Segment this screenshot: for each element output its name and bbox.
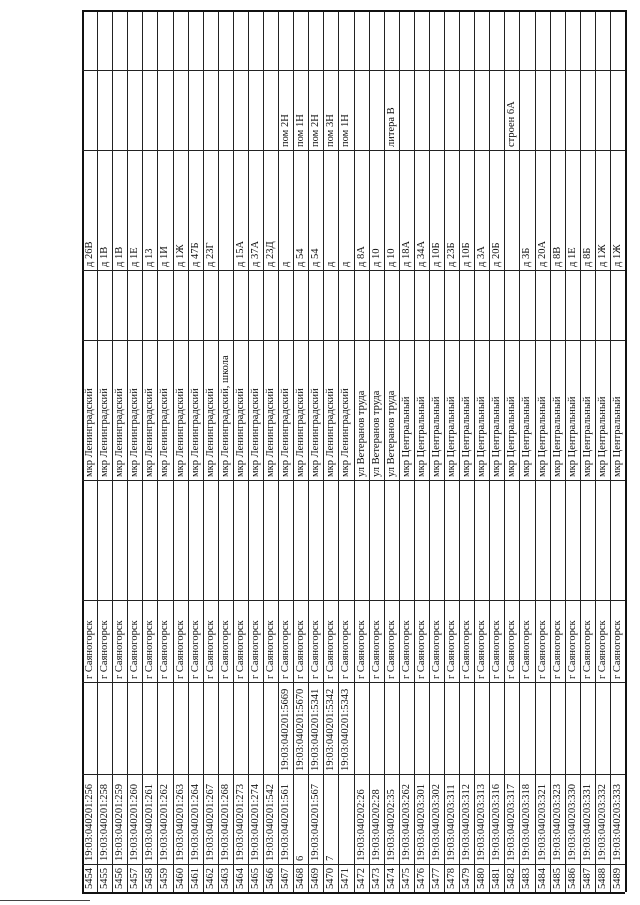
cell-street: мкр Центральный [596, 396, 608, 477]
cell-house: д 1Е [129, 247, 141, 267]
cell-street: мкр Центральный [430, 396, 442, 477]
cell-street: мкр Ленинградский [129, 388, 141, 477]
cell-city: г Саяногорск [430, 620, 442, 679]
cell-num: 5476 [415, 868, 427, 889]
cell-code: 19:03:040201:259 [114, 783, 126, 861]
cell-code: 19:03:040201:274 [249, 783, 261, 861]
cell-city: г Саяногорск [415, 620, 427, 679]
cell-code: 19:03:040201:267 [204, 783, 216, 861]
row-separator [625, 10, 627, 892]
cell-num: 5482 [506, 868, 518, 889]
cell-code: 19:03:040203:333 [611, 783, 623, 861]
cell-house: д [340, 261, 352, 267]
cell-code: 19:03:040201:262 [159, 783, 171, 861]
cell-city: г Саяногорск [370, 620, 382, 679]
cell-house: д 10 [385, 248, 397, 267]
cell-city: г Саяногорск [99, 620, 111, 679]
cell-street: мкр Ленинградский [144, 388, 156, 477]
cell-num: 5477 [430, 868, 442, 889]
cell-extra: 19:03:040201:5670 [295, 688, 307, 771]
cell-street: мкр Ленинградский [325, 388, 337, 477]
cell-num: 5458 [144, 868, 156, 889]
cell-city: г Саяногорск [446, 620, 457, 679]
cell-num: 5483 [521, 868, 533, 889]
cell-street: мкр Ленинградский, школа [219, 355, 231, 477]
cell-house: д 18А [400, 240, 412, 267]
column-separator [82, 70, 625, 71]
cell-code: 19:03:040203:313 [476, 783, 488, 861]
cell-city: г Саяногорск [265, 620, 276, 679]
cell-note: литера В [385, 107, 397, 147]
cell-code: 19:03:040201:261 [144, 783, 156, 861]
cell-street: мкр Ленинградский [249, 388, 261, 477]
cell-code: 19:03:040203:316 [491, 783, 503, 861]
cell-note: пом 3Н [325, 114, 337, 147]
column-separator [82, 10, 625, 12]
cell-city: г Саяногорск [249, 620, 261, 679]
cell-house: д 13 [144, 248, 156, 267]
cell-house: д 3Б [521, 247, 533, 267]
cell-code: 19:03:040202:28 [370, 789, 382, 861]
cell-house: д 1Е [566, 247, 578, 267]
cell-city: г Саяногорск [385, 620, 397, 679]
cell-num: 5457 [129, 868, 141, 889]
cell-house: д [280, 261, 292, 267]
row-separator [550, 10, 551, 892]
cell-code: 19:03:040201:567 [310, 783, 322, 861]
cell-house: д 54 [295, 248, 307, 267]
cell-code: 19:03:040202:35 [385, 789, 397, 861]
row-separator [173, 10, 174, 892]
cell-city: г Саяногорск [144, 620, 156, 679]
row-separator [293, 10, 294, 892]
cell-city: г Саяногорск [295, 620, 307, 679]
cell-note: пом 1Н [295, 114, 307, 147]
cell-num: 5454 [84, 868, 95, 889]
row-separator [218, 10, 219, 892]
cell-code: 19:03:040203:311 [446, 784, 457, 861]
row-separator [474, 10, 475, 892]
cell-num: 5479 [461, 868, 473, 889]
cell-street: мкр Ленинградский [280, 388, 292, 477]
row-separator [384, 10, 385, 892]
cell-code: 19:03:040201:263 [174, 783, 186, 861]
column-separator [82, 774, 625, 775]
cell-city: г Саяногорск [129, 620, 141, 679]
cell-house: д 47Б [189, 242, 201, 267]
cell-num: 5467 [280, 868, 292, 889]
cell-extra: 19:03:040201:5341 [310, 688, 322, 771]
cell-house: д 1Ж [611, 244, 623, 267]
cell-code: 19:03:040201:542 [265, 783, 276, 861]
cell-street: мкр Центральный [461, 396, 473, 477]
column-separator [82, 600, 625, 601]
cell-num: 5474 [385, 868, 397, 889]
cell-house: д 23Д [265, 241, 276, 267]
cell-code: 19:03:040203:302 [430, 783, 442, 861]
cell-city: г Саяногорск [566, 620, 578, 679]
cell-house: д 23Г [204, 242, 216, 267]
cell-city: г Саяногорск [355, 620, 367, 679]
cell-city: г Саяногорск [234, 620, 246, 679]
cell-code: 19:03:040203:312 [461, 783, 473, 861]
cell-street: мкр Ленинградский [189, 388, 201, 477]
cell-house: д 20Б [491, 242, 503, 267]
cell-house: д 8В [551, 246, 563, 267]
cell-code: 6 [295, 855, 307, 861]
cell-num: 5478 [446, 868, 457, 889]
cell-code: 19:03:040203:330 [566, 783, 578, 861]
cell-city: г Саяногорск [189, 620, 201, 679]
cell-street: ул Ветеранов труда [370, 390, 382, 477]
cell-street: мкр Ленинградский [99, 388, 111, 477]
column-separator [82, 892, 625, 894]
cell-street: мкр Центральный [566, 396, 578, 477]
cell-code: 19:03:040203:321 [536, 783, 548, 861]
cell-num: 5480 [476, 868, 488, 889]
cell-num: 5463 [219, 868, 231, 889]
cell-num: 5485 [551, 868, 563, 889]
row-separator [429, 10, 430, 892]
cell-code: 19:03:040201:273 [234, 783, 246, 861]
row-separator [444, 10, 445, 892]
row-separator [203, 10, 204, 892]
cell-num: 5464 [234, 868, 246, 889]
column-separator [82, 864, 625, 865]
cell-extra: 19:03:040201:5669 [280, 688, 292, 771]
cell-city: г Саяногорск [611, 620, 623, 679]
cell-code: 19:03:040203:317 [506, 783, 518, 861]
row-separator [610, 10, 611, 892]
cell-city: г Саяногорск [84, 620, 95, 679]
cell-num: 5459 [159, 868, 171, 889]
cell-code: 19:03:040201:264 [189, 783, 201, 861]
footer-rule [0, 900, 90, 901]
cell-extra: 19:03:040201:5343 [340, 688, 352, 771]
cell-street: ул Ветеранов труда [355, 390, 367, 477]
cell-note: пом 2Н [280, 114, 292, 147]
cell-num: 5472 [355, 868, 367, 889]
column-separator [82, 150, 625, 151]
column-separator [82, 270, 625, 271]
cell-street: мкр Центральный [491, 396, 503, 477]
row-separator [565, 10, 566, 892]
cell-num: 5455 [99, 868, 111, 889]
cell-street: мкр Ленинградский [295, 388, 307, 477]
cell-house: д 23Б [446, 242, 457, 267]
cell-num: 5468 [295, 868, 307, 889]
row-separator [399, 10, 400, 892]
cell-num: 5465 [249, 868, 261, 889]
row-separator [278, 10, 279, 892]
cell-house: д 20А [536, 240, 548, 267]
cell-house: д 1В [99, 246, 111, 267]
cell-house: д 1Ж [174, 244, 186, 267]
cell-street: мкр Ленинградский [84, 388, 95, 477]
cell-house: д 54 [310, 248, 322, 267]
cell-house: д 37А [249, 240, 261, 267]
cell-num: 5469 [310, 868, 322, 889]
cell-num: 5456 [114, 868, 126, 889]
column-separator [82, 480, 625, 481]
cell-city: г Саяногорск [159, 620, 171, 679]
cell-code: 19:03:040203:318 [521, 783, 533, 861]
cell-street: мкр Центральный [446, 396, 457, 477]
cell-code: 19:03:040203:323 [551, 783, 563, 861]
cell-note: пом 2Н [310, 114, 322, 147]
cell-street: мкр Ленинградский [310, 388, 322, 477]
cell-street: мкр Центральный [611, 396, 623, 477]
cell-num: 5471 [340, 868, 352, 889]
cell-city: г Саяногорск [491, 620, 503, 679]
cell-city: г Саяногорск [310, 620, 322, 679]
cell-code: 19:03:040201:561 [280, 783, 292, 861]
cell-code: 19:03:040201:260 [129, 783, 141, 861]
cell-num: 5484 [536, 868, 548, 889]
cell-city: г Саяногорск [400, 620, 412, 679]
cell-city: г Саяногорск [536, 620, 548, 679]
row-separator [248, 10, 249, 892]
column-separator [82, 340, 625, 341]
column-separator [82, 682, 625, 683]
cell-house: д [325, 261, 337, 267]
row-separator [263, 10, 264, 892]
cell-street: мкр Центральный [400, 396, 412, 477]
cell-city: г Саяногорск [219, 620, 231, 679]
cell-street: мкр Центральный [415, 396, 427, 477]
cell-house: д 26В [84, 241, 95, 267]
cell-num: 5462 [204, 868, 216, 889]
cell-house: д 1В [114, 246, 126, 267]
cell-house: д 1Ж [596, 244, 608, 267]
cell-num: 5487 [581, 868, 593, 889]
row-separator [535, 10, 536, 892]
cell-house: д 10Б [430, 242, 442, 267]
row-separator [459, 10, 460, 892]
cell-code: 19:03:040202:26 [355, 789, 367, 861]
cell-code: 19:03:040203:331 [581, 783, 593, 861]
cell-street: мкр Центральный [521, 396, 533, 477]
cell-city: г Саяногорск [114, 620, 126, 679]
cell-num: 5460 [174, 868, 186, 889]
cell-street: ул Ветеранов труда [385, 390, 397, 477]
cell-code: 19:03:040203:301 [415, 783, 427, 861]
cell-street: мкр Центральный [551, 396, 563, 477]
cell-street: мкр Ленинградский [174, 388, 186, 477]
cell-city: г Саяногорск [340, 620, 352, 679]
cell-num: 5461 [189, 868, 201, 889]
cell-num: 5466 [265, 868, 276, 889]
cell-code: 19:03:040203:262 [400, 783, 412, 861]
row-separator [112, 10, 113, 892]
cell-street: мкр Центральный [581, 396, 593, 477]
cell-num: 5475 [400, 868, 412, 889]
cell-street: мкр Ленинградский [340, 388, 352, 477]
cell-extra: 19:03:040201:5342 [325, 688, 337, 771]
cell-num: 5481 [491, 868, 503, 889]
cell-code: 7 [325, 855, 337, 861]
row-separator [233, 10, 234, 892]
cell-city: г Саяногорск [204, 620, 216, 679]
cell-city: г Саяногорск [596, 620, 608, 679]
cell-house: д 3А [476, 246, 488, 267]
cell-street: мкр Ленинградский [204, 388, 216, 477]
cell-note: строен 6А [506, 101, 518, 147]
cell-street: мкр Ленинградский [234, 388, 246, 477]
row-separator [595, 10, 596, 892]
cell-house: д 10Б [461, 242, 473, 267]
cell-code: 19:03:040201:268 [219, 783, 231, 861]
cell-street: мкр Ленинградский [265, 388, 276, 477]
row-separator [414, 10, 415, 892]
row-separator [580, 10, 581, 892]
cell-city: г Саяногорск [325, 620, 337, 679]
cell-code: 19:03:040203:332 [596, 783, 608, 861]
cell-num: 5473 [370, 868, 382, 889]
cell-num: 5488 [596, 868, 608, 889]
cell-code: 19:03:040201:256 [84, 783, 95, 861]
row-separator [354, 10, 355, 892]
cell-street: мкр Ленинградский [159, 388, 171, 477]
cell-city: г Саяногорск [551, 620, 563, 679]
row-separator [369, 10, 370, 892]
cell-city: г Саяногорск [506, 620, 518, 679]
cell-house: д 10 [370, 248, 382, 267]
cell-street: мкр Центральный [536, 396, 548, 477]
cell-street: мкр Центральный [506, 396, 518, 477]
cell-num: 5486 [566, 868, 578, 889]
cell-code: 19:03:040201:258 [99, 783, 111, 861]
cell-city: г Саяногорск [476, 620, 488, 679]
cell-house: д 15А [234, 240, 246, 267]
row-separator [97, 10, 98, 892]
cell-note: пом 1Н [340, 114, 352, 147]
cell-house: д 1И [159, 246, 171, 267]
row-separator [188, 10, 189, 892]
cell-num: 5489 [611, 868, 623, 889]
cell-house: д 8Б [581, 247, 593, 267]
cell-house: д 34А [415, 240, 427, 267]
cell-num: 5470 [325, 868, 337, 889]
cell-house: д 8А [355, 246, 367, 267]
cell-street: мкр Центральный [476, 396, 488, 477]
cell-city: г Саяногорск [174, 620, 186, 679]
cell-city: г Саяногорск [461, 620, 473, 679]
cell-city: г Саяногорск [581, 620, 593, 679]
cell-street: мкр Ленинградский [114, 388, 126, 477]
cell-city: г Саяногорск [280, 620, 292, 679]
cell-city: г Саяногорск [521, 620, 533, 679]
